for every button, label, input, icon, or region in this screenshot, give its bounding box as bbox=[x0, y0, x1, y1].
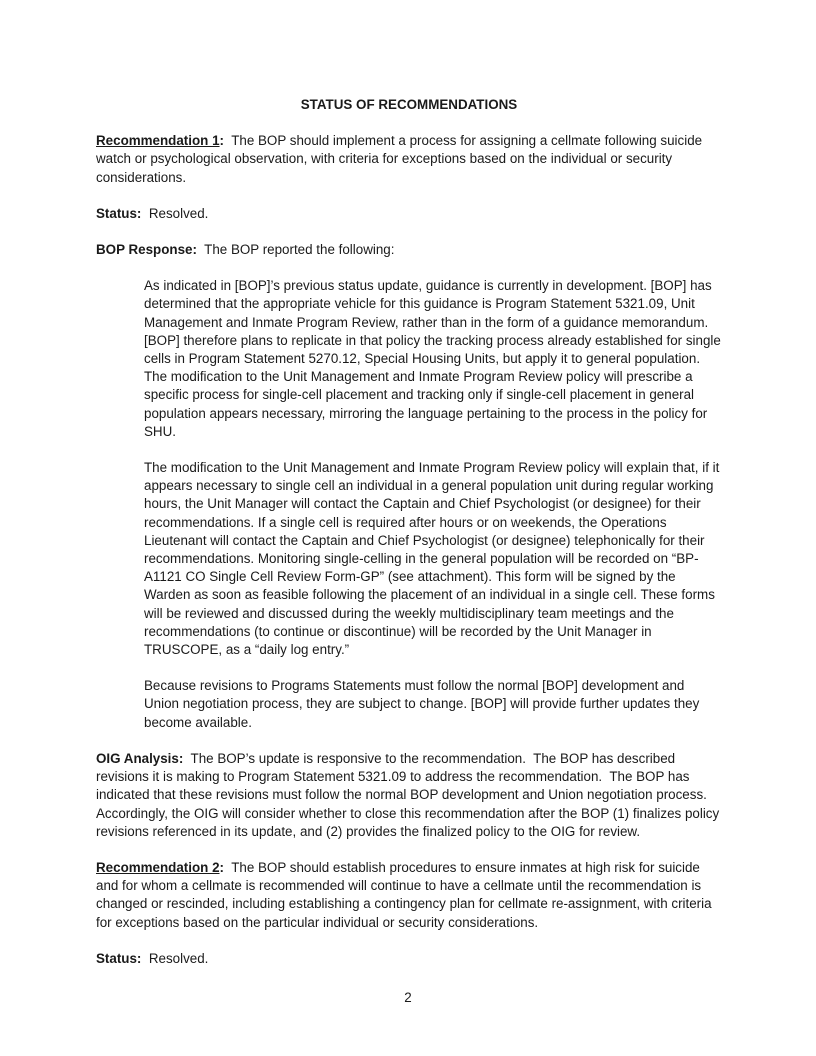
recommendation-1-text: The BOP should implement a process for assigning a cellmate following suicide watch or psychological observation, with criteria for exceptions based on the individual or security considerations. bbox=[96, 133, 706, 185]
bop-response bbox=[96, 241, 722, 259]
oig-analysis-label: OIG Analysis: bbox=[96, 750, 184, 766]
status-2-text: Resolved. bbox=[141, 950, 209, 966]
recommendation-2-colon: : bbox=[219, 859, 224, 875]
recommendation-1 bbox=[96, 132, 722, 187]
recommendation-2 bbox=[96, 859, 722, 932]
recommendation-2-text: The BOP should establish procedures to ensure inmates at high risk for suicide and for whom a cellmate is recommended will continue to have a cellmate until the recommendation is changed or rescinded, including establishing a contingency plan for cellmate re-assignment, with criteria for exceptions based on the particular individual or security considerations. bbox=[96, 859, 716, 930]
recommendation-1-label: Recommendation 1 bbox=[96, 133, 220, 149]
quote-paragraph-2: The modification to the Unit Management and Inmate Program Review policy will explain that, if it appears necessary to single cell an individual in a general population unit during regular working hours, the Unit Manager will contact the Captain and Chief Psychologist (or designee) for their recommendations. If a single cell is required after hours or on weekends, the Operations Lieutenant will contact the Captain and Chief Psychologist (or designee) telephonically for their recommendations. Monitoring single-celling in the general population will be recorded on “BP-A1121 CO Single Cell Review Form-GP” (see attachment). This form will be signed by the Warden as soon as feasible following the placement of an individual in a single cell. These forms will be reviewed and discussed during the weekly multidisciplinary team meetings and the recommendations (to continue or discontinue) will be recorded by the Unit Manager in TRUSCOPE, as a “daily log entry.” bbox=[144, 460, 720, 658]
bop-response-label: BOP Response: bbox=[96, 242, 197, 258]
page-number: 2 bbox=[404, 990, 412, 1005]
quote-paragraph-1: As indicated in [BOP]’s previous status update, guidance is currently in development. [BOP] has determined that the appropriate vehicle for this guidance is Program Statement 5321.09, Unit Management and Inmate Program Review, rather than in the form of a guidance memorandum. [BOP] therefore plans to replicate in that policy the tracking process already established for single cells in Program Statement 5270.12, Special Housing Units, but apply it to general population. The modification to the Unit Management and Inmate Program Review policy will prescribe a specific process for single-cell placement and tracking only if single-cell placement in general population appears necessary, mirroring the language pertaining to the process in the policy for SHU. bbox=[144, 278, 721, 439]
recommendation-2-label: Recommendation 2 bbox=[96, 859, 220, 875]
page-content bbox=[96, 96, 722, 986]
oig-analysis bbox=[96, 750, 722, 841]
page-title: STATUS OF RECOMMENDATIONS bbox=[300, 97, 518, 112]
status-1-text: Resolved. bbox=[141, 205, 209, 221]
status-1 bbox=[96, 205, 722, 223]
quote-paragraph-3: Because revisions to Programs Statements must follow the normal [BOP] development and Union negotiation process, they are subject to change. [BOP] will provide further updates they become available. bbox=[144, 678, 700, 730]
status-1-label: Status: bbox=[96, 205, 142, 221]
recommendation-1-colon: : bbox=[219, 133, 224, 149]
oig-analysis-text: The BOP’s update is responsive to the recommendation. The BOP has described revisions it is making to Program Statement 5321.09 to address the recommendation. The BOP has indicated that these revisions must follow the normal BOP development and Union negotiation process. Accordingly, the OIG will consider whether to close this recommendation after the BOP (1) finalizes policy revisions referenced in its update, and (2) provides the finalized policy to the OIG for review. bbox=[96, 750, 723, 839]
status-2 bbox=[96, 950, 722, 968]
bop-response-text: The BOP reported the following: bbox=[196, 242, 395, 258]
status-2-label: Status: bbox=[96, 950, 142, 966]
